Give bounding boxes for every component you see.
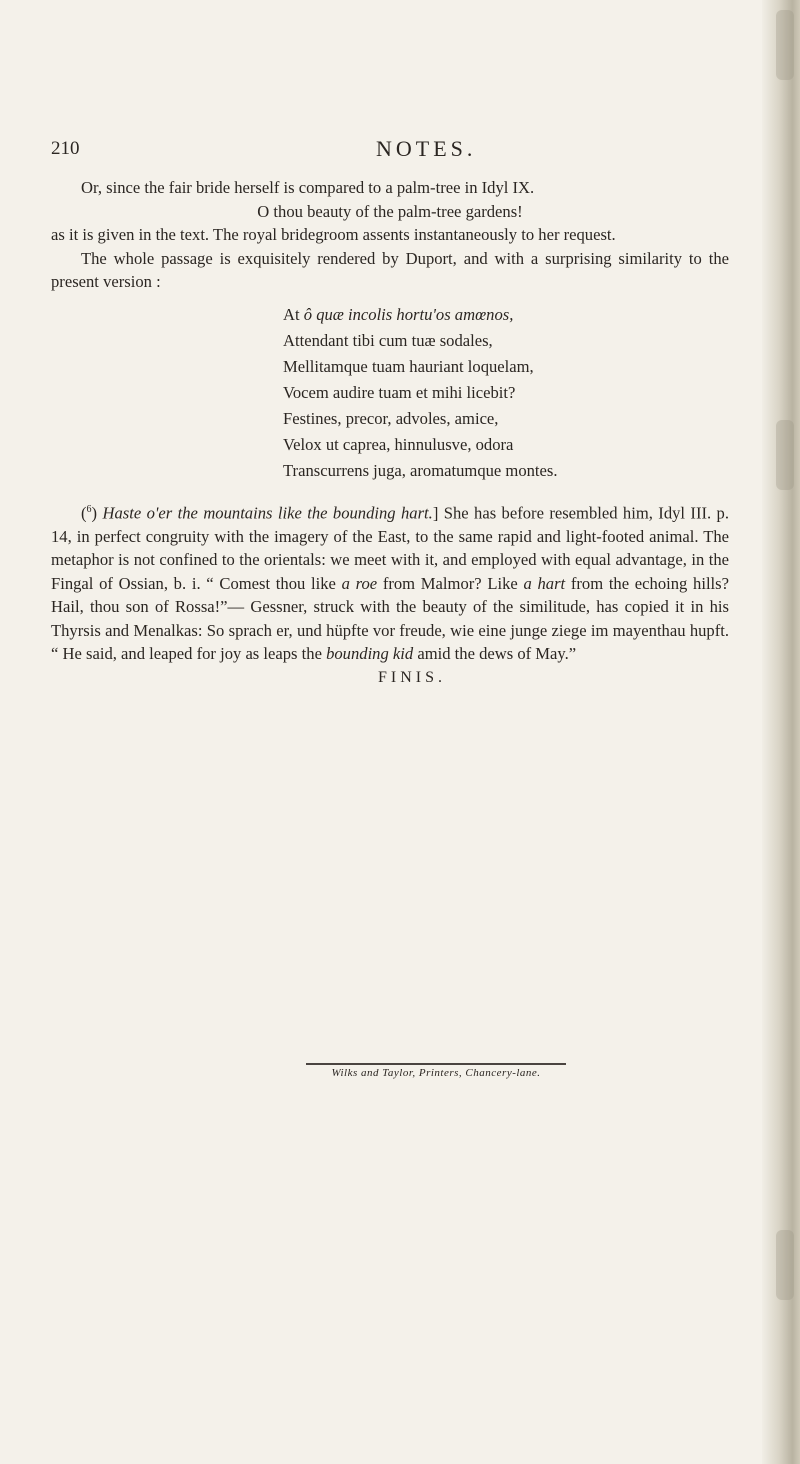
note-italic-roe: a roe [341,573,378,593]
note-lemma: Haste o'er the mountains like the bounding hart. [102,503,433,523]
note-text: amid the dews of May.” [413,644,577,664]
printer-imprint: Wilks and Taylor, Printers, Chancery-lane. [306,1063,566,1079]
running-title: NOTES. [376,136,477,161]
note-lemma-bracket: ] [432,503,439,523]
verse-line: Attendant tibi cum tuæ sodales, [283,330,493,350]
paragraph-assent: as it is given in the text. The royal bridegroom assents instantaneously to her request. [51,225,616,244]
page-edge-mark [776,1230,794,1300]
page-edge-mark [776,420,794,490]
note-marker: 6 [86,503,92,515]
note-italic-hart: a hart [523,573,566,593]
verse-line-italic: ô quæ incolis hortu'os amœnos, [303,304,514,324]
page-body [51,176,729,689]
verse-line: Velox ut caprea, hinnulusve, odora [283,434,514,454]
verse-line: Mellitamque tuam hauriant loquelam, [283,356,534,376]
footnote-6 [51,498,729,666]
note-text: from Malmor? Like [377,573,524,593]
note-italic-kid: bounding kid [326,644,414,664]
verse-line: Vocem audire tuam et mihi licebit? [283,382,516,402]
quoted-line: O thou beauty of the palm-tree gardens! [257,201,523,221]
note-close-paren: ) [91,503,103,523]
verse-line: Festines, precor, advoles, amice, [283,408,499,428]
verse-line: Transcurrens juga, aromatumque montes. [283,460,558,480]
page-edge [762,0,800,1464]
note-text: from the echoing hills? Hail, thou son of Rossa!”— Gessner, struck with the beauty of the similitude, has copied it in his Thyrsis and Menalkas: So sprach er, und hüpfte vor freude, wie eine junge ziege im mayenthau hupft. “ He said, and leaped for joy as leaps the [51,573,729,664]
verse-line [283,302,729,328]
note-text: She has before resembled him, Idyl III. p. 14, in perfect congruity with the imagery of the East, to the same rapid and light-footed animal. The metaphor is not confined to the orientals: we meet with it, and employed with equal advantage, in the Fingal of Ossian, b. i. “ Comest thou like [51,503,729,593]
paragraph-intro: Or, since the fair bride herself is compared to a palm-tree in Idyl IX. [81,178,535,197]
paragraph-duport: The whole passage is exquisitely rendered by Duport, and with a surprising similarity to the present version : [51,248,729,291]
verse-line-start: At [283,304,304,324]
page-edge-mark [776,10,794,80]
latin-verse [283,302,729,484]
running-head [51,138,731,168]
note-open-paren: ( [81,503,87,523]
page-number: 210 [51,138,80,159]
finis: FINIS. [377,668,446,686]
